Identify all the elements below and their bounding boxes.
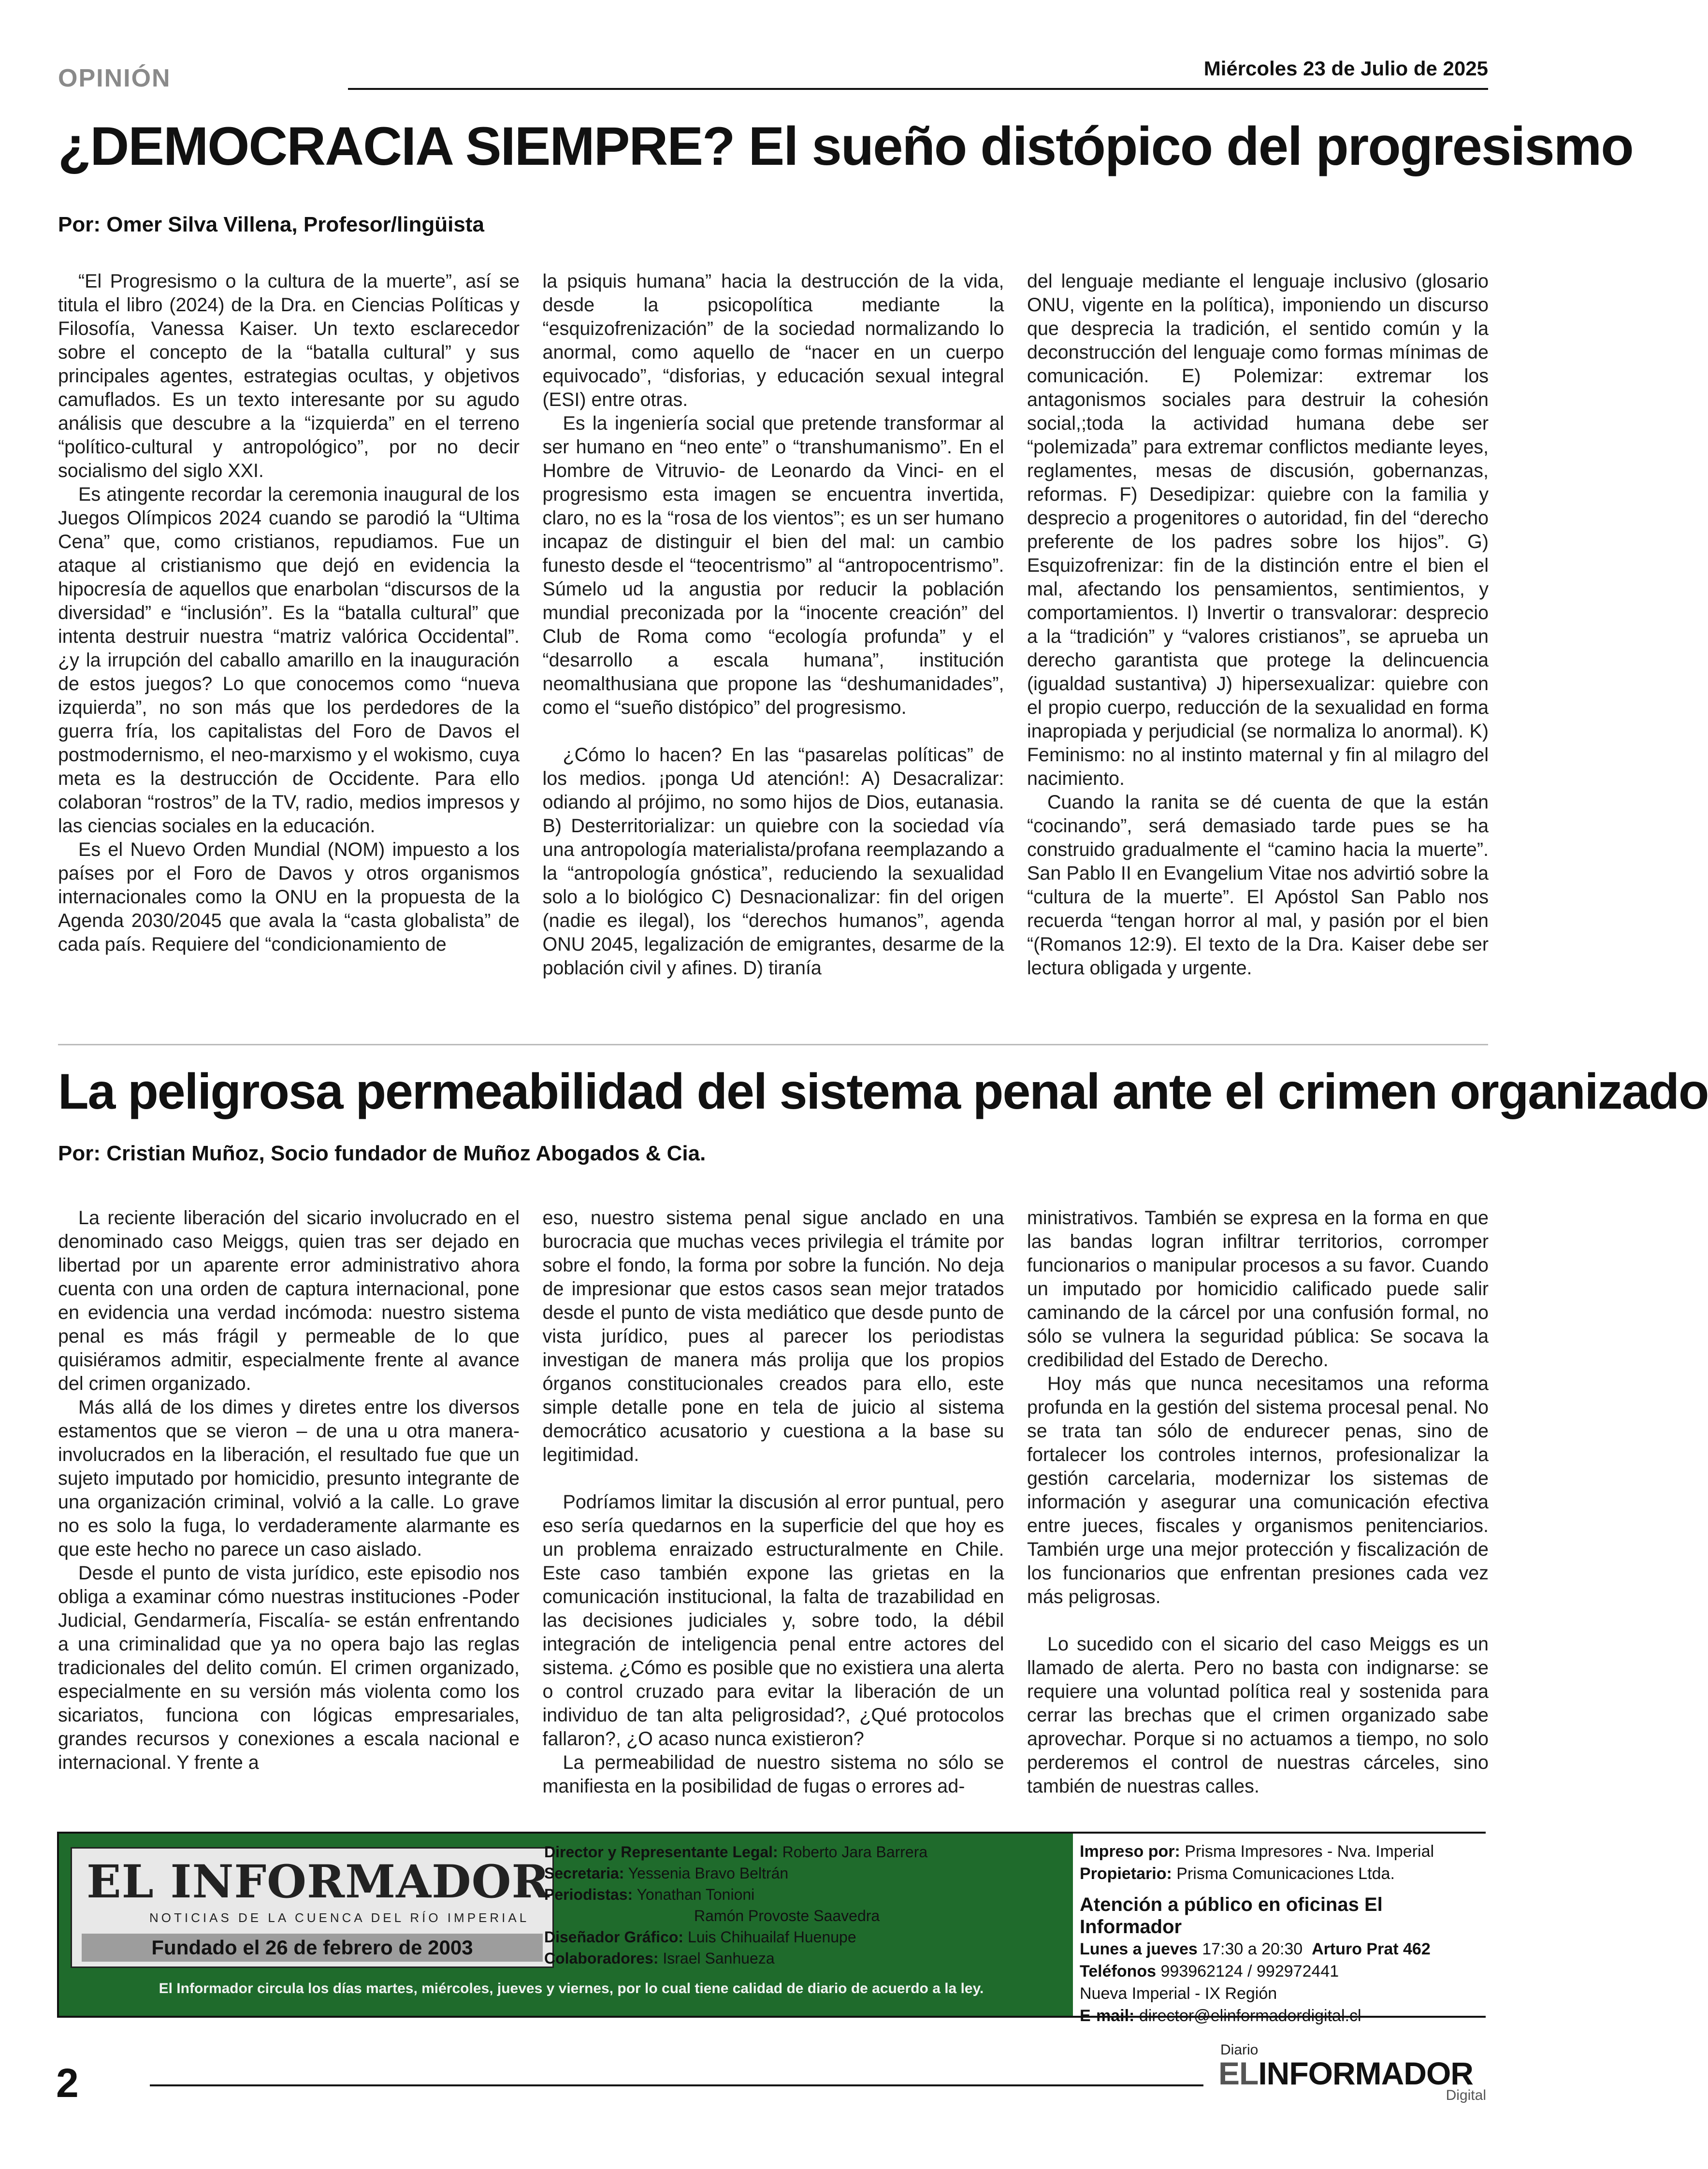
office-address: Arturo Prat 462 [1312, 1940, 1431, 1958]
paragraph: eso, nuestro sistema penal sigue anclado en una burocracia que muchas veces privilegia el trámite por sobre el fondo, la forma por sobre la función. No deja de impresionar que estos casos sean mejor tratados desde el punto de vista mediático que desde punto de vista jurídico, pues al parecer los periodistas investigan de manera más prolija que los propios órganos constitucionales creados para ello, este simple detalle pone en tela de juicio al sistema democrático acusatorio y cuestiona a la base su legitimidad. [542, 1207, 1004, 1465]
email-label: E-mail: [1080, 2007, 1135, 2025]
article-2-column-2 [543, 1206, 1004, 1815]
hours-value: 17:30 a 20:30 [1202, 1940, 1303, 1958]
footer-brand-logo [1218, 2042, 1489, 2103]
paragraph: ministrativos. También se expresa en la forma en que las bandas logran infiltrar territorios, corromper funcionarios o manipular procesos a su favor. Cuando un imputado por homicidio calificado puede salir caminando de la cárcel por una confusión formal, no sólo se vulnera la seguridad pública: Se socava la credibilidad del Estado de Derecho. [1027, 1207, 1489, 1371]
hours-label: Lunes a jueves [1080, 1940, 1198, 1958]
printed-value: Prisma Impresores - Nva. Imperial [1185, 1842, 1434, 1861]
article-2-title: La peligrosa permeabilidad del sistema penal ante el crimen organizado [58, 1064, 1708, 1120]
paragraph: Es el Nuevo Orden Mundial (NOM) impuesto a los países por el Foro de Davos y otros organismos internacionales como la ONU en la propuesta de la Agenda 2030/2045 que avala la “casta globalista” de cada país. Requiere del “condicionamiento de [58, 839, 520, 955]
article-2-byline: Por: Cristian Muñoz, Socio fundador de Muñoz Abogados & Cia. [58, 1142, 706, 1165]
masthead-logo [71, 1847, 554, 1968]
city: Nueva Imperial - IX Región [1080, 1984, 1277, 2003]
founded-banner: Fundado el 26 de febrero de 2003 [82, 1934, 543, 1962]
article-1-column-2 [543, 270, 1004, 1009]
staff-name: Ramón Provoste Saavedra [694, 1907, 880, 1924]
logo-tagline: NOTICIAS DE LA CUENCA DEL RÍO IMPERIAL [149, 1910, 530, 1925]
staff-role: Director y Representante Legal: [544, 1843, 778, 1861]
owner-value: Prisma Comunicaciones Ltda. [1176, 1865, 1395, 1883]
staff-row [544, 1948, 1069, 1969]
article-1-column-3 [1027, 270, 1489, 1009]
paragraph: Cuando la ranita se dé cuenta de que la están “cocinando”, será demasiado tarde pues se ha construido gradualmente el “camino hacia la muerte”. San Pablo II en Evangelium Vitae nos advirtió sobre la “cultura de la muerte”. El Apóstol San Pablo nos recuerda “tengan horror al mal, y pasión por el bien “(Romanos 12:9). El texto de la Dra. Kaiser debe ser lectura obligada y urgente. [1027, 792, 1489, 979]
article-divider [58, 1044, 1488, 1045]
paragraph: La permeabilidad de nuestro sistema no sólo se manifiesta en la posibilidad de fugas o errores ad- [542, 1752, 1004, 1797]
staff-row [544, 1905, 1069, 1926]
paragraph: del lenguaje mediante el lenguaje inclusivo (glosario ONU, vigente en la política), imponiendo un discurso que desprecia la tradición, el sentido común y la deconstrucción del lenguaje como formas mínimas de comunicación. E) Polemizar: extremar los antagonismos sociales para destruir la cohesión social,;toda la actividad humana debe ser “polemizada” para extremar conflictos mediante leyes, reglamentes, mesas de discusión, gobernanzas, reformas. F) Desedipizar: quiebre con la familia y desprecio a progenitores o autoridad, fin del “derecho preferente de los padres sobre los hijos”. G) Esquizofrenizar: fin de la distinción entre el bien el mal, afectando los pensamientos, sentimientos, y comportamientos. I) Invertir o transvalorar: desprecio a la “tradición” y “valores cristianos”, se aprueba un derecho garantista que protege la delincuencia (igualdad sustantiva) J) hipersexualizar: quiebre con el propio cuerpo, reducción de la sexualidad en forma inapropiada y perjudicial (se normaliza lo anormal). K) Feminismo: no al instinto maternal y fin al milagro del nacimiento. [1027, 271, 1489, 789]
printed-label: Impreso por: [1080, 1842, 1180, 1861]
brand-informador: INFORMADOR [1258, 2055, 1473, 2091]
brand-diario: Diario [1220, 2042, 1259, 2058]
circulation-note: El Informador circula los días martes, miércoles, jueves y viernes, por lo cual tiene calidad de diario de acuerdo a la ley. [159, 1981, 984, 1996]
attention-title: Atención a público en oficinas El Informador [1080, 1894, 1383, 1938]
staff-row [544, 1884, 1069, 1905]
section-label: OPINIÓN [58, 64, 171, 92]
paragraph: Más allá de los dimes y diretes entre los diversos estamentos que se vieron – de una u otra manera- involucrados en la liberación, el resultado fue que un sujeto imputado por homicidio, presunto integrante de una organización criminal, volvió a la calle. Lo grave no es solo la fuga, lo verdaderamente alarmante es que este hecho no parece un caso aislado. [58, 1397, 520, 1560]
paragraph: La reciente liberación del sicario involucrado en el denominado caso Meiggs, quien tras ser dejado en libertad por un aparente error administrativo ahora cuenta con una orden de captura internacional, pone en evidencia una verdad incómoda: nuestro sistema penal es más frágil y permeable de lo que quisiéramos admitir, especialmente frente al avance del crimen organizado. [58, 1207, 520, 1394]
brand-el: EL [1218, 2055, 1259, 2091]
owner-label: Propietario: [1080, 1865, 1172, 1883]
staff-name: Luis Chihuailaf Huenupe [687, 1928, 856, 1946]
brand-digital: Digital [1446, 2087, 1486, 2103]
article-1-byline: Por: Omer Silva Villena, Profesor/lingüista [58, 213, 484, 236]
article-2-body [58, 1206, 1489, 1815]
page-number: 2 [56, 2060, 79, 2106]
paragraph: Podríamos limitar la discusión al error puntual, pero eso sería quedarnos en la superficie del que hoy es un problema enraizado estructuralmente en Chile. Este caso también expone las grietas en la comunicación institucional, la falta de trazabilidad en las decisiones judiciales y, sobre todo, la débil integración de inteligencia penal entre actores del sistema. ¿Cómo es posible que no existiera una alerta o control cruzado para evitar la liberación de un individuo de tan alta peligrosidad?, ¿Qué protocolos fallaron?, ¿O acaso nunca existieron? [542, 1491, 1004, 1750]
staff-name: Roberto Jara Barrera [782, 1843, 928, 1861]
article-1-column-1 [58, 270, 520, 1009]
publication-date: Miércoles 23 de Julio de 2025 [1203, 57, 1488, 80]
staff-list [542, 1834, 1069, 1969]
masthead-box [57, 1832, 1486, 2025]
staff-row [544, 1863, 1069, 1884]
staff-role: Secretaria: [544, 1865, 624, 1882]
brand-name [1218, 2055, 1489, 2091]
paragraph: Desde el punto de vista jurídico, este episodio nos obliga a examinar cómo nuestras instituciones -Poder Judicial, Gendarmería, Fiscalía- se están enfrentando a una criminalidad que ya no opera bajo las reglas tradicionales del delito común. El crimen organizado, especialmente en su versión más violenta como los sicariatos, funciona con lógicas empresariales, grandes recursos y conexiones a escala nacional e internacional. Y frente a [58, 1562, 520, 1773]
article-1-title: ¿DEMOCRACIA SIEMPRE? El sueño distópico del progresismo [58, 116, 1633, 176]
header-rule [348, 88, 1488, 90]
staff-role: Diseñador Gráfico: [544, 1928, 684, 1946]
article-2-column-1 [58, 1206, 520, 1815]
paragraph: Es atingente recordar la ceremonia inaugural de los Juegos Olímpicos 2024 cuando se parodió la “Ultima Cena” que, como cristianos, repudiamos. Fue un ataque al cristianismo que dejó en evidencia la hipocresía de aquellos que enarbolan “discursos de la diversidad” e “inclusión”. Es la “batalla cultural” que intenta destruir nuestra “matriz valórica Occidental”. ¿y la irrupción del caballo amarillo en la inauguración de estos juegos? Lo que conocemos como “nueva izquierda”, no son más que los perdedores de la guerra fría, los capitalistas del Foro de Davos el postmodernismo, el neo-marxismo y el wokismo, cuya meta es la destrucción de Occidente. Para ello colaboran “rostros” de la TV, radio, medios impresos y las ciencias sociales en la educación. [58, 484, 520, 837]
paragraph: la psiquis humana” hacia la destrucción de la vida, desde la psicopolítica mediante la “esquizofrenización” de la sociedad normalizando lo anormal, como aquello de “nacer en un cuerpo equivocado”, “disforias, y educación sexual integral (ESI) entre otras. [542, 271, 1004, 410]
staff-name: Israel Sanhueza [663, 1950, 775, 1967]
staff-role: Colaboradores: [544, 1950, 659, 1967]
paragraph: Es la ingeniería social que pretende transformar al ser humano en “neo ente” o “transhumanismo”. En el Hombre de Vitruvio- de Leonardo da Vinci- en el progresismo esta imagen se encuentra invertida, claro, no es la “rosa de los vientos”; es un ser humano incapaz de distinguir el bien del mal: un cambio funesto desde el “teocentrismo” al “antropocentrismo”. Súmelo ud la angustia por reducir la población mundial preconizada por la “inocente creación” del Club de Roma como “ecología profunda” y el “desarrollo a escala humana”, institución neomalthusiana que propone las “deshumanidades”, como el “sueño distópico” del progresismo. [542, 413, 1004, 718]
article-2-column-3 [1027, 1206, 1489, 1815]
paragraph: Lo sucedido con el sicario del caso Meiggs es un llamado de alerta. Pero no basta con indignarse: se requiere una voluntad política real y sostenida para cerrar las brechas que el crimen organizado sabe aprovechar. Porque si no actuamos a tiempo, no solo perderemos el control de nuestras cárceles, sino también de nuestras calles. [1027, 1634, 1489, 1797]
logo-name: EL INFORMADOR [87, 1855, 550, 1909]
phones-value: 993962124 / 992972441 [1160, 1962, 1339, 1981]
staff-role: Periodistas: [544, 1886, 633, 1903]
paragraph: ¿Cómo lo hacen? En las “pasarelas políticas” de los medios. ¡ponga Ud atención!: A) Desacralizar: odiando al prójimo, no somo hijos de Dios, eutanasia. B) Desterritorializar: un quiebre con la sociedad vía una antropología materialista/profana reemplazando a la “antropología gnóstica”, reduciendo la sexualidad solo a lo biológico C) Desnacionalizar: fin del origen (nadie es ilegal), los “derechos humanos”, agenda ONU 2045, legalización de emigrantes, desarme de la población civil y afines. D) tiranía [542, 744, 1004, 979]
email-value[interactable]: director@elinformadordigital.cl [1139, 2007, 1361, 2025]
paragraph: Hoy más que nunca necesitamos una reforma profunda en la gestión del sistema procesal penal. No se trata tan sólo de endurecer penas, sino de fortalecer los controles internos, profesionalizar la gestión carcelaria, modernizar los sistemas de información y asegurar una comunicación efectiva entre jueces, fiscales y organismos penitenciarios. También urge una mejor protección y fiscalización de los funcionarios que enfrentan presiones cada vez más peligrosas. [1027, 1373, 1489, 1607]
staff-name: Yonathan Tonioni [637, 1886, 755, 1903]
paragraph: “El Progresismo o la cultura de la muerte”, así se titula el libro (2024) de la Dra. en Ciencias Políticas y Filosofía, Vanessa Kaiser. Un texto esclarecedor sobre el concepto de la “batalla cultural” y sus principales agentes, estrategias ocultas, y objetivos camuflados. Es un texto interesante por su agudo análisis que descubre a la “izquierda” en el terreno “político-cultural y antropológico”, por no decir socialismo del siglo XXI. [58, 271, 520, 481]
staff-row [544, 1841, 1069, 1863]
article-1-body [58, 270, 1489, 1009]
footer-rule [150, 2084, 1203, 2086]
contact-info [1073, 1834, 1486, 2025]
staff-name: Yessenia Bravo Beltrán [628, 1865, 789, 1882]
staff-row [544, 1926, 1069, 1948]
phones-label: Teléfonos [1080, 1962, 1157, 1981]
